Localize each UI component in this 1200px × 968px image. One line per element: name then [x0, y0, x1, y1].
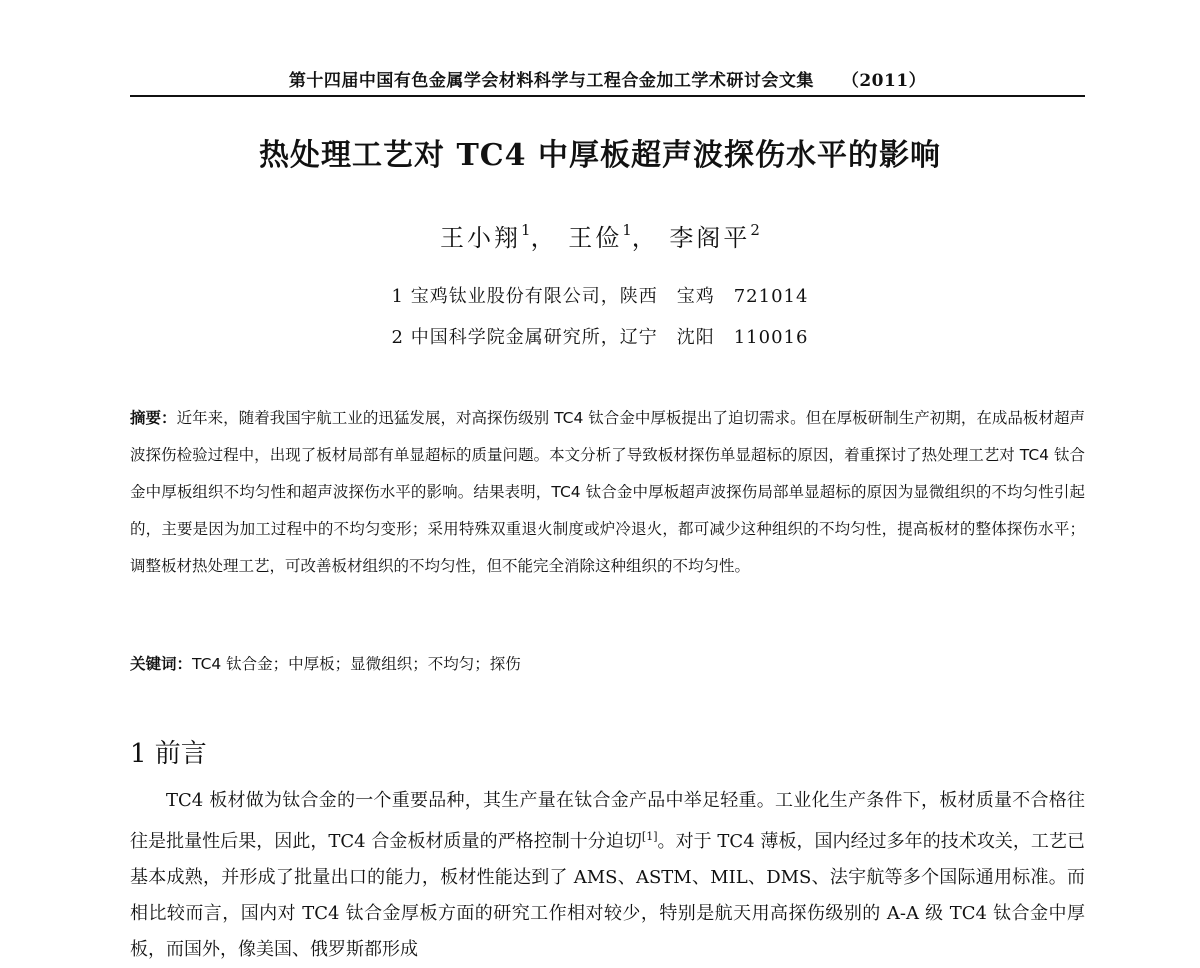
- section-heading: 1 前言: [130, 739, 207, 769]
- affiliation: 2 中国科学院金属研究所，辽宁 沈阳 110016: [391, 327, 809, 348]
- abstract: [130, 400, 1085, 585]
- paragraph-text: TC4 板材做为钛合金的一个重要品种，其生产量在钛合金产品中举足轻重。工业化生产条件下，板材质量不合格往往是批量性后果，因此，TC4 合金板材质量的严格控制十分迫切: [130, 790, 1085, 852]
- paragraph-text: 。对于 TC4 薄板，国内经过多年的技术攻关，工艺已基本成熟，并形成了批量出口的能力，板材性能达到了 AMS、ASTM、MIL、DMS、法宇航等多个国际通用标准。而相比较而言，国内对 TC4 钛合金厚板方面的研究工作相对较少，特别是航天用高探伤级别的 A-A 级 TC4 钛合金中厚板，而国外，像美国、俄罗斯都形成: [130, 831, 1086, 960]
- keywords-label: 关键词：: [130, 655, 193, 673]
- header-rule: [130, 95, 1085, 97]
- author-separator: ，: [530, 224, 558, 252]
- abstract-label: 摘要：: [130, 409, 177, 427]
- author-separator: ，: [631, 224, 659, 252]
- proceedings-year: （2011）: [841, 71, 927, 91]
- affiliation: 1 宝鸡钛业股份有限公司，陕西 宝鸡 721014: [391, 286, 809, 307]
- author-list: [0, 218, 1200, 253]
- abstract-text: 近年来，随着我国宇航工业的迅猛发展，对高探伤级别 TC4 钛合金中厚板提出了迫切需求。但在厚板研制生产初期，在成品板材超声波探伤检验过程中，出现了板材局部有单显超标的质量问题。本文分析了导致板材探伤单显超标的原因，着重探讨了热处理工艺对 TC4 钛合金中厚板组织不均匀性和超声波探伤水平的影响。结果表明，TC4 钛合金中厚板超声波探伤局部单显超标的原因为显微组织的不均匀性引起的，主要是因为加工过程中的不均匀变形；采用特殊双重退火制度或炉冷退火，都可减少这种组织的不均匀性，提高板材的整体探伤水平；调整板材热处理工艺，可改善板材组织的不均匀性，但不能完全消除这种组织的不均匀性。: [130, 409, 1085, 575]
- intro-paragraph: [130, 783, 1085, 968]
- proceedings-title: 第十四届中国有色金属学会材料科学与工程合金加工学术研讨会文集: [288, 71, 814, 91]
- running-header: [130, 66, 1085, 91]
- author-name: 李阁平: [669, 224, 751, 252]
- keywords-text: TC4 钛合金；中厚板；显微组织；不均匀；探伤: [192, 655, 521, 673]
- author-affil-mark: 1: [622, 221, 632, 239]
- author-name: 王俭: [568, 224, 623, 252]
- author-affil-mark: 2: [750, 221, 760, 239]
- author-affil-mark: 1: [521, 221, 531, 239]
- author-name: 王小翔: [440, 224, 522, 252]
- citation-ref: [1]: [641, 830, 658, 843]
- paper-title: 热处理工艺对 TC4 中厚板超声波探伤水平的影响: [259, 138, 941, 173]
- keywords: [130, 652, 1085, 674]
